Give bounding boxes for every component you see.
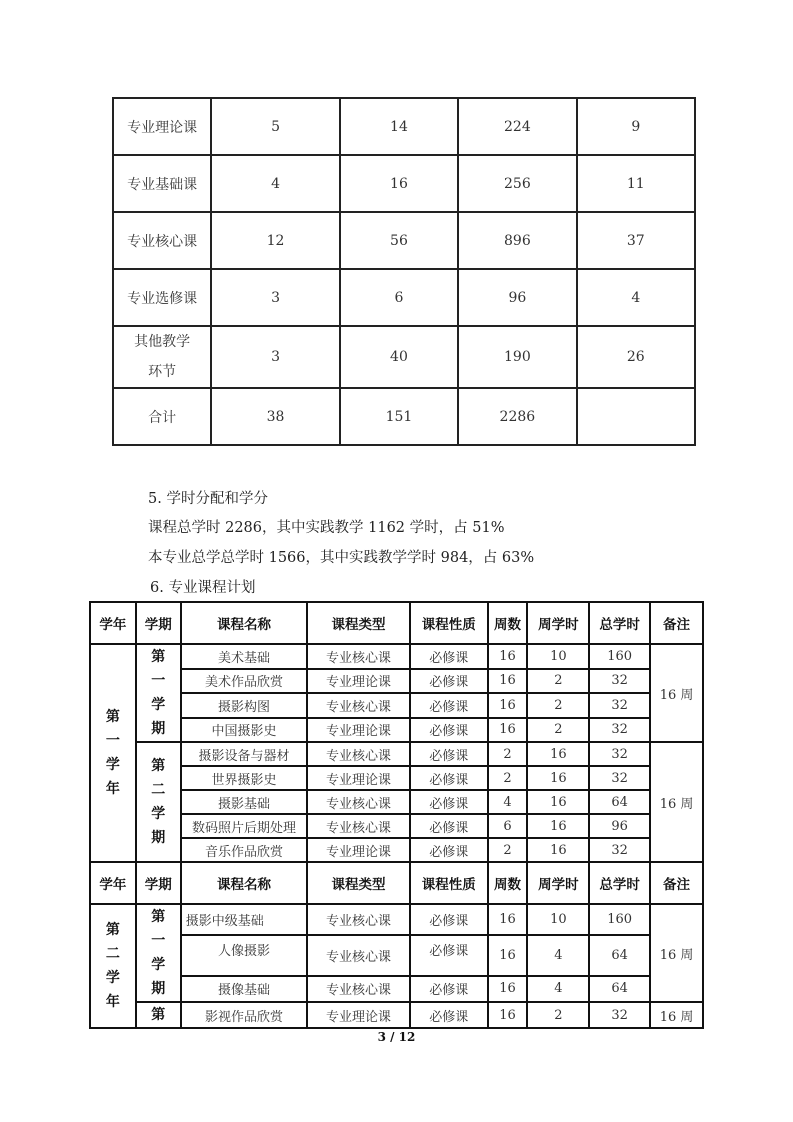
total-hours: 64: [589, 790, 650, 814]
year-label: 第 二 学 年: [90, 904, 136, 1028]
header-cell: 学期: [136, 602, 181, 644]
course-type: 专业理论课: [307, 718, 410, 743]
course-type: 专业核心课: [307, 644, 410, 669]
header-cell: 课程名称: [181, 862, 308, 904]
total-hours: 160: [589, 904, 650, 935]
value-cell: 14: [340, 98, 458, 155]
table-row: [90, 1002, 703, 1028]
header-cell: 周学时: [527, 862, 589, 904]
value-cell: 56: [340, 212, 458, 269]
course-name: 中国摄影史: [181, 718, 308, 743]
value-cell: 40: [340, 326, 458, 388]
course-nature: 必修课: [410, 766, 488, 790]
weekly-hours: 2: [527, 1002, 589, 1028]
table-row: [90, 766, 703, 790]
note: 16 周: [650, 644, 703, 742]
weeks: 16: [488, 935, 528, 976]
value-cell: 190: [458, 326, 576, 388]
header-cell: 课程性质: [410, 862, 488, 904]
total-hours: 32: [589, 669, 650, 694]
header-cell: 总学时: [589, 862, 650, 904]
weeks: 16: [488, 904, 528, 935]
semester-label: 第: [136, 1002, 181, 1028]
table-row: [90, 718, 703, 743]
course-name: 世界摄影史: [181, 766, 308, 790]
table-row: [90, 742, 703, 766]
total-hours: 32: [589, 742, 650, 766]
table-row: [113, 269, 695, 326]
course-type: 专业理论课: [307, 766, 410, 790]
weekly-hours: 4: [527, 976, 589, 1002]
note: 16 周: [650, 742, 703, 862]
table-row: [90, 935, 703, 976]
credit-summary-table: [112, 97, 696, 446]
course-plan-table: [89, 601, 704, 1029]
course-type: 专业理论课: [307, 669, 410, 694]
value-cell: 4: [211, 155, 339, 212]
weeks: 16: [488, 693, 528, 718]
course-name: 人像摄影: [181, 935, 308, 976]
value-cell: 16: [340, 155, 458, 212]
category-cell: 专业基础课: [113, 155, 211, 212]
value-cell: 9: [577, 98, 695, 155]
table-row: [90, 790, 703, 814]
weekly-hours: 2: [527, 693, 589, 718]
table-row: [90, 976, 703, 1002]
value-cell: 2286: [458, 388, 576, 445]
value-cell: 6: [340, 269, 458, 326]
value-cell: 3: [211, 326, 339, 388]
course-nature: 必修课: [410, 718, 488, 743]
total-hours: 32: [589, 693, 650, 718]
category-cell: 专业选修课: [113, 269, 211, 326]
course-name: 美术基础: [181, 644, 308, 669]
weekly-hours: 16: [527, 790, 589, 814]
category-cell: 专业理论课: [113, 98, 211, 155]
header-cell: 学年: [90, 602, 136, 644]
semester-label: 第 二 学 期: [136, 742, 181, 862]
weeks: 16: [488, 1002, 528, 1028]
category-cell: 专业核心课: [113, 212, 211, 269]
course-type: 专业核心课: [307, 693, 410, 718]
value-cell: 151: [340, 388, 458, 445]
weeks: 2: [488, 766, 528, 790]
table-row: [90, 904, 703, 935]
value-cell: 26: [577, 326, 695, 388]
weeks: 16: [488, 976, 528, 1002]
course-name: 音乐作品欣赏: [181, 838, 308, 862]
category-line: 其他教学: [134, 334, 191, 350]
weekly-hours: 16: [527, 766, 589, 790]
header-row: [90, 602, 703, 644]
note: 16 周: [650, 1002, 703, 1028]
header-cell: 学期: [136, 862, 181, 904]
course-name: 摄影基础: [181, 790, 308, 814]
weeks: 16: [488, 718, 528, 743]
value-cell: 5: [211, 98, 339, 155]
course-type: 专业理论课: [307, 1002, 410, 1028]
weekly-hours: 10: [527, 904, 589, 935]
course-name: 数码照片后期处理: [181, 814, 308, 838]
course-nature: 必修课: [410, 693, 488, 718]
weeks: 6: [488, 814, 528, 838]
header-cell: 总学时: [589, 602, 650, 644]
course-type: 专业核心课: [307, 976, 410, 1002]
total-hours: 160: [589, 644, 650, 669]
header-cell: 学年: [90, 862, 136, 904]
section-heading: 6. 专业课程计划: [150, 580, 256, 596]
course-name: 美术作品欣赏: [181, 669, 308, 694]
course-type: 专业核心课: [307, 904, 410, 935]
total-hours: 32: [589, 838, 650, 862]
header-cell: 课程类型: [307, 862, 410, 904]
header-cell: 周数: [488, 602, 528, 644]
course-nature: 必修课: [410, 790, 488, 814]
weekly-hours: 10: [527, 644, 589, 669]
table-row: [113, 98, 695, 155]
weekly-hours: 16: [527, 838, 589, 862]
course-nature: 必修课: [410, 669, 488, 694]
value-cell: 896: [458, 212, 576, 269]
weeks: 16: [488, 669, 528, 694]
weeks: 16: [488, 644, 528, 669]
course-nature: 必修课: [410, 742, 488, 766]
table-row: [90, 644, 703, 669]
total-hours: 96: [589, 814, 650, 838]
course-type: 专业核心课: [307, 790, 410, 814]
total-row: [113, 388, 695, 445]
table-row: [90, 814, 703, 838]
total-hours: 64: [589, 935, 650, 976]
semester-label: 第 一 学 期: [136, 644, 181, 742]
total-hours: 64: [589, 976, 650, 1002]
course-nature: 必修课: [410, 814, 488, 838]
value-cell: 256: [458, 155, 576, 212]
value-cell: 37: [577, 212, 695, 269]
weekly-hours: 16: [527, 814, 589, 838]
value-cell: 12: [211, 212, 339, 269]
value-cell: 224: [458, 98, 576, 155]
header-cell: 课程类型: [307, 602, 410, 644]
paragraph-line: 课程总学时 2286，其中实践教学 1162 学时，占 51%: [148, 520, 505, 536]
total-hours: 32: [589, 766, 650, 790]
weekly-hours: 4: [527, 935, 589, 976]
weekly-hours: 2: [527, 718, 589, 743]
value-cell: 38: [211, 388, 339, 445]
table-row: [90, 838, 703, 862]
header-cell: 周学时: [527, 602, 589, 644]
section-heading: 5. 学时分配和学分: [148, 491, 268, 507]
value-cell: 3: [211, 269, 339, 326]
header-cell: 备注: [650, 862, 703, 904]
value-cell: 96: [458, 269, 576, 326]
note: 16 周: [650, 904, 703, 1002]
header-cell: 课程名称: [181, 602, 308, 644]
total-hours: 32: [589, 1002, 650, 1028]
course-name: 摄影中级基础: [181, 904, 308, 935]
course-name: 摄像基础: [181, 976, 308, 1002]
weeks: 2: [488, 838, 528, 862]
total-hours: 32: [589, 718, 650, 743]
table-row: [113, 326, 695, 388]
header-cell: 周数: [488, 862, 528, 904]
header-row: [90, 862, 703, 904]
course-nature: 必修课: [410, 904, 488, 935]
course-name: 摄影设备与器材: [181, 742, 308, 766]
course-name: 摄影构图: [181, 693, 308, 718]
weekly-hours: 2: [527, 669, 589, 694]
year-label: 第 一 学 年: [90, 644, 136, 862]
course-type: 专业核心课: [307, 814, 410, 838]
course-nature: 必修课: [410, 1002, 488, 1028]
header-cell: 课程性质: [410, 602, 488, 644]
header-cell: 备注: [650, 602, 703, 644]
course-nature: 必修课: [410, 644, 488, 669]
value-cell: [577, 388, 695, 445]
course-nature: 必修课: [410, 976, 488, 1002]
weekly-hours: 16: [527, 742, 589, 766]
table-row: [113, 212, 695, 269]
table-row: [90, 669, 703, 694]
value-cell: 11: [577, 155, 695, 212]
weeks: 4: [488, 790, 528, 814]
table-row: [113, 155, 695, 212]
category-line: 环节: [148, 364, 177, 380]
course-nature: 必修课: [410, 838, 488, 862]
semester-label: 第 一 学 期: [136, 904, 181, 1002]
category-cell: [113, 326, 211, 388]
table-row: [90, 693, 703, 718]
course-type: 专业理论课: [307, 838, 410, 862]
value-cell: 4: [577, 269, 695, 326]
page-number: 3 / 12: [377, 1030, 416, 1044]
course-name: 影视作品欣赏: [181, 1002, 308, 1028]
course-nature: 必修课: [410, 935, 488, 976]
category-cell: 合计: [113, 388, 211, 445]
course-type: 专业核心课: [307, 935, 410, 976]
course-type: 专业核心课: [307, 742, 410, 766]
weeks: 2: [488, 742, 528, 766]
paragraph-line: 本专业总学总学时 1566，其中实践教学学时 984，占 63%: [148, 550, 535, 566]
